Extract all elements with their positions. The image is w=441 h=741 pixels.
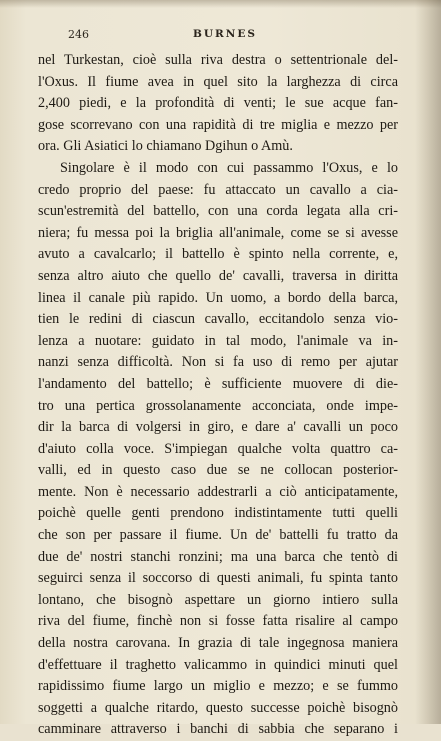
body-text xyxy=(38,50,398,741)
page-number: 246 xyxy=(68,28,89,41)
text-line: della nostra carovana. In grazia di tale ingegnosa maniera xyxy=(38,635,398,652)
text-line: linea il canale più rapido. Un uomo, a bordo della barca, xyxy=(38,289,398,306)
text-line: avuto a cavalcarlo; il battello è spinto nella corrente, e, xyxy=(38,246,398,263)
text-line: lontano, che bisognò aspettare un giorno intiero sulla xyxy=(38,591,398,608)
text-line: Singolare è il modo con cui passammo l'Oxus, e lo xyxy=(60,159,398,176)
running-head: BURNES xyxy=(193,28,257,40)
text-line: riva del fiume, finchè non si fosse fatta risalire al campo xyxy=(38,613,398,630)
text-line: valli, ed in questo caso due se ne collocan posterior- xyxy=(38,462,398,479)
text-line: l'andamento del battello; è sufficiente muovere di die- xyxy=(38,375,398,392)
text-line: camminare attraverso i banchi di sabbia che separano i xyxy=(38,721,398,738)
text-line: nel Turkestan, cioè sulla riva destra o settentrionale del- xyxy=(38,52,398,68)
page-header xyxy=(40,28,410,44)
text-line: niera; fu messa poi la briglia all'animale, come se si avesse xyxy=(38,224,398,241)
text-line: poichè quelle genti prendono indistintamente tutti quelli xyxy=(38,505,398,522)
text-line: mente. Non è necessario addestrarli a ciò anticipatamente, xyxy=(38,483,398,500)
text-line: tien le redini di ciascun cavallo, eccitandolo senza vio- xyxy=(38,311,398,328)
text-line: d'effettuare il traghetto valicammo in quindici minuti quel xyxy=(38,656,398,673)
text-line: d'aiuto colla voce. S'impiegan qualche volta quattro ca- xyxy=(38,440,398,457)
text-line: gose scorrevano con una rapidità di tre miglia e mezzo per xyxy=(38,116,398,133)
text-line: lenza a nuotare: guidato in tal modo, l'animale va in- xyxy=(38,332,398,349)
text-line: due de' nostri stanchi ronzini; ma una barca che tentò di xyxy=(38,548,398,565)
text-line: nanzi senza difficoltà. Non si fa uso di remo per ajutar xyxy=(38,354,398,371)
text-line: senza altro aiuto che quello de' cavalli, traversa in diritta xyxy=(38,267,398,284)
text-line: credo proprio del paese: fu attaccato un cavallo a cia- xyxy=(38,181,398,198)
text-line: rapidissimo fiume largo un miglio e mezzo; e se fummo xyxy=(38,678,398,695)
text-line: tro una pertica grossolanamente acconciata, onde impe- xyxy=(38,397,398,414)
text-line: dir la barca di volgersi in giro, e dare a' cavalli un poco xyxy=(38,419,398,436)
text-line: che son per passare il fiume. Un de' battelli fu tratto da xyxy=(38,527,398,544)
text-line: 2,400 piedi, e la profondità di venti; le sue acque fan- xyxy=(38,95,398,112)
text-line: scun'estremità del battello, con una corda legata alla cri- xyxy=(38,203,398,220)
text-line: seguirci senza il soccorso di questi animali, fu spinta tanto xyxy=(38,570,398,587)
spine-shadow xyxy=(415,0,441,724)
text-line: l'Oxus. Il fiume avea in quel sito la larghezza di circa xyxy=(38,73,398,90)
text-line: ora. Gli Asiatici lo chiamano Dgihun o Amù. xyxy=(38,138,293,155)
page-top-edge xyxy=(0,0,441,8)
text-line: soggetti a qualche ritardo, questo successe poichè bisognò xyxy=(38,699,398,716)
